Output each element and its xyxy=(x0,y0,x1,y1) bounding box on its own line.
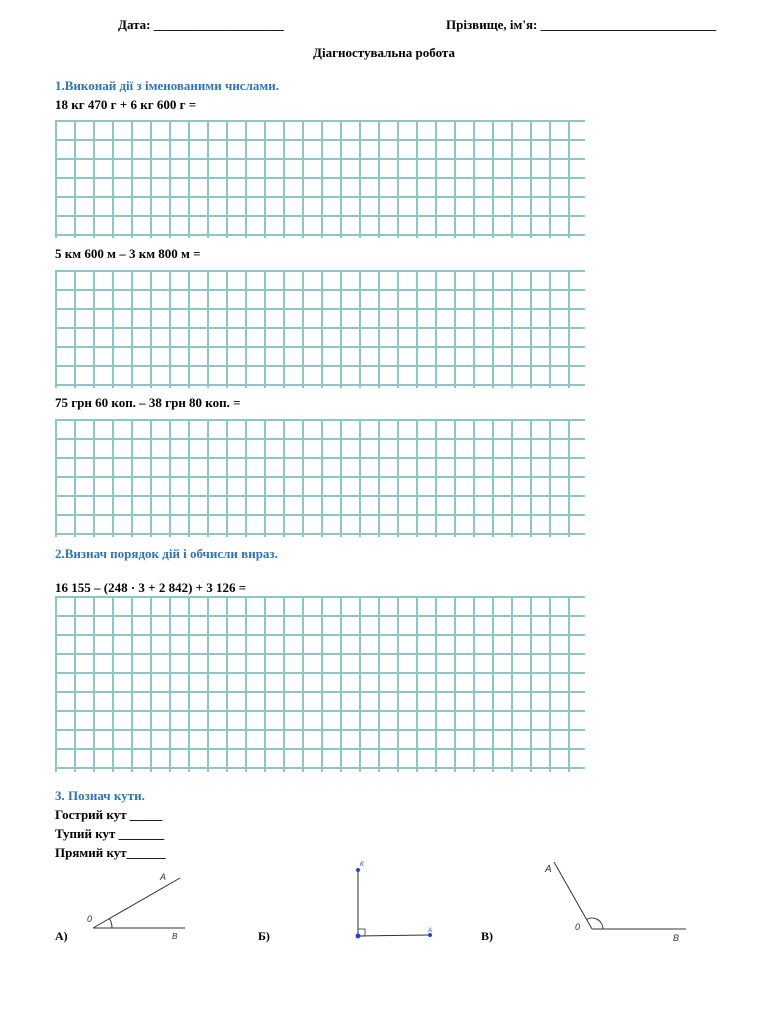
obtuse-angle-figure xyxy=(540,856,690,942)
acute-angle-line[interactable]: Гострий кут _____ xyxy=(55,807,163,822)
task1-expression-3: 75 грн 60 коп. – 38 грн 80 коп. = xyxy=(55,395,241,410)
task2-expression: 16 155 – (248 · 3 + 2 842) + 3 126 = xyxy=(55,580,247,595)
answer-grid-2[interactable] xyxy=(55,270,585,388)
angle-c-point-0: 0 xyxy=(575,922,581,932)
answer-grid-4[interactable] xyxy=(55,596,585,772)
angle-b-point-k: K xyxy=(360,862,365,868)
page-title: Діагностувальна робота xyxy=(313,45,455,60)
angle-c-ray-a xyxy=(554,862,592,929)
date-field[interactable]: Дата: ____________________ xyxy=(118,17,284,32)
angle-b-vertex-point xyxy=(356,934,361,939)
answer-grid-1[interactable] xyxy=(55,120,585,238)
name-field[interactable]: Прізвище, ім'я: ___________________________ xyxy=(446,17,717,32)
angle-a-label: А) xyxy=(55,929,68,943)
angle-b-point-a: A xyxy=(428,928,433,934)
angle-a-ray-a xyxy=(93,878,180,928)
obtuse-angle-line[interactable]: Тупий кут _______ xyxy=(55,826,165,841)
answer-grid-3[interactable] xyxy=(55,419,585,537)
angle-a-point-0: 0 xyxy=(87,914,93,924)
right-angle-line[interactable]: Прямий кут______ xyxy=(55,845,166,860)
task3-heading: 3. Познач кути. xyxy=(55,788,145,803)
acute-angle-figure xyxy=(85,868,195,940)
task1-expression-1: 18 кг 470 г + 6 кг 600 г = xyxy=(55,97,197,112)
right-angle-figure xyxy=(348,858,438,944)
angle-a-point-b: B xyxy=(172,932,178,940)
task2-heading: 2.Визнач порядок дій і обчисли вираз. xyxy=(55,546,278,561)
angle-a-point-a: A xyxy=(160,872,167,882)
task1-expression-2: 5 км 600 м – 3 км 800 м = xyxy=(55,246,201,261)
angle-c-point-b: B xyxy=(673,933,680,942)
angle-b-top-point xyxy=(356,868,360,872)
angle-a-arc xyxy=(110,919,113,928)
task1-heading: 1.Виконай дії з іменованими числами. xyxy=(55,78,279,93)
angle-c-point-a: A xyxy=(545,864,552,875)
angle-b-horizontal-ray xyxy=(358,935,430,936)
angle-c-label: В) xyxy=(481,929,493,943)
angle-b-label: Б) xyxy=(258,929,270,943)
